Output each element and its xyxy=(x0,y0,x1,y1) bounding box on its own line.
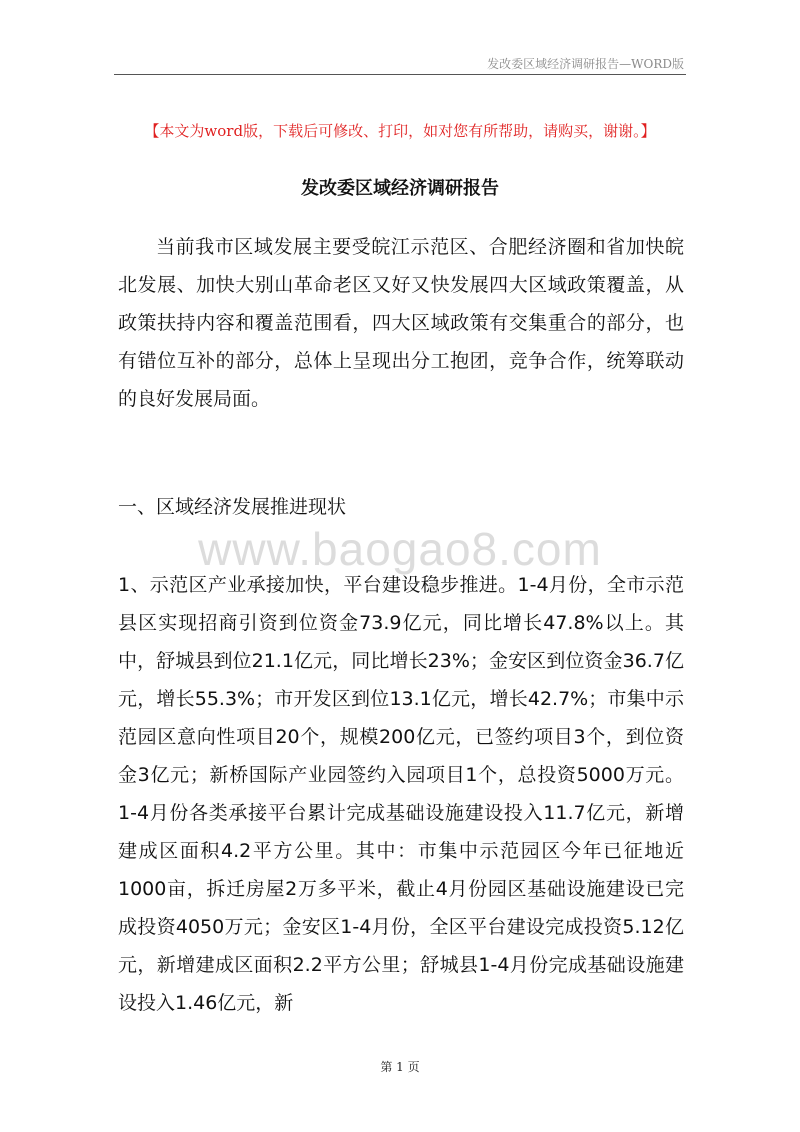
document-title: 发改委区域经济调研报告 xyxy=(301,178,499,199)
section-heading: 一、区域经济发展推进现状 xyxy=(118,496,347,518)
download-notice: 【本文为word版，下载后可修改、打印，如对您有所帮助，请购买，谢谢。】 xyxy=(144,122,656,140)
body-paragraph: 1、示范区产业承接加快，平台建设稳步推进。1-4月份，全市示范县区实现招商引资到位资金73.9亿元，同比增长47.8%以上。其中，舒城县到位21.1亿元，同比增长23%；金安区到位资金36.7亿元，增长55.3%；市开发区到位13.1亿元，增长42.7%；市集中示范园区意向性项目20个，规模200亿元，已签约项目3个，到位资金3亿元；新桥国际产业园签约入园项目1个，总投资5000万元。1-4月份各类承接平台累计完成基础设施建设投入11.7亿元，新增建成区面积4.2平方公里。其中：市集中示范园区今年已征地近1000亩，拆迁房屋2万多平米，截止4月份园区基础设施建设已完成投资4050万元；金安区1-4月份，全区平台建设完成投资5.12亿元，新增建成区面积2.2平方公里；舒城县1-4月份完成基础设施建设投入1.46亿元，新 xyxy=(118,574,684,1014)
header-divider xyxy=(114,74,686,75)
running-header: 发改委区域经济调研报告—WORD版 xyxy=(487,57,684,71)
page-number: 第 1 页 xyxy=(380,1060,420,1074)
intro-paragraph: 当前我市区域发展主要受皖江示范区、合肥经济圈和省加快皖北发展、加快大别山革命老区又好又快发展四大区域政策覆盖，从政策扶持内容和覆盖范围看，四大区域政策有交集重合的部分，也有错位互补的部分，总体上呈现出分工抱团，竞争合作，统筹联动的良好发展局面。 xyxy=(118,236,684,410)
watermark: www.baogao8.com xyxy=(198,523,602,575)
